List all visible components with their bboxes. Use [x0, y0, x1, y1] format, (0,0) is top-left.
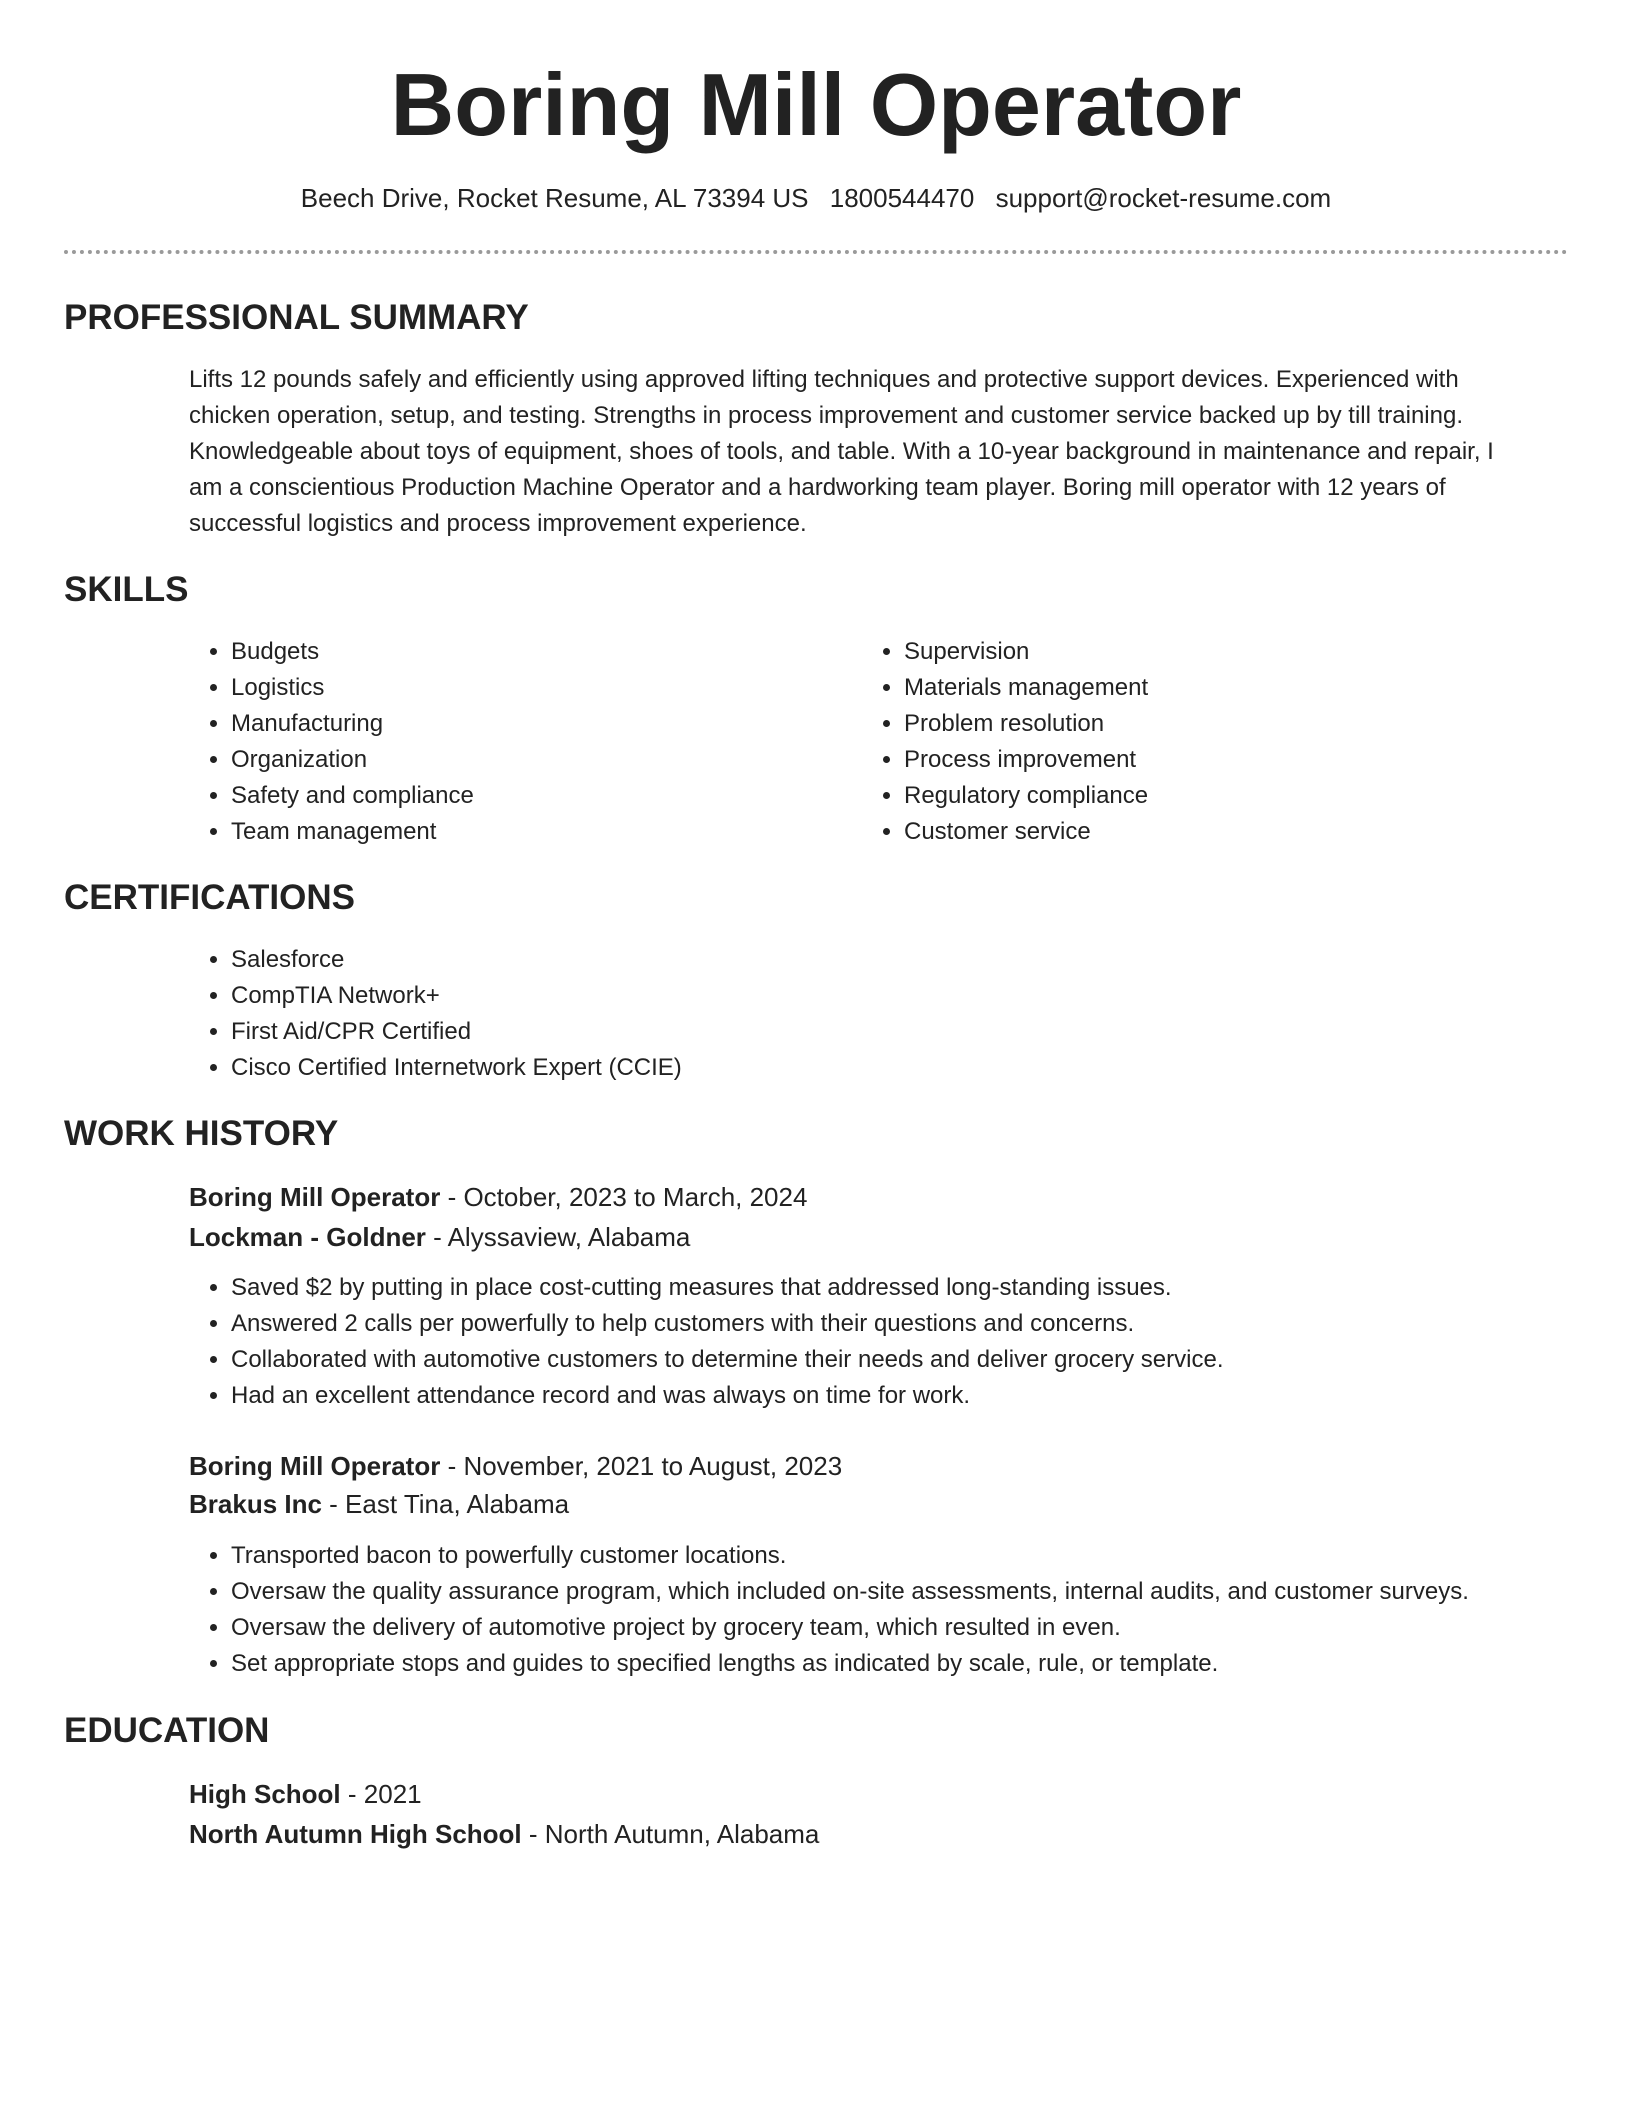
job-location: - East Tina, Alabama — [321, 1489, 570, 1519]
contact-address: Beech Drive, Rocket Resume, AL 73394 US — [300, 183, 809, 213]
education-location: - North Autumn, Alabama — [521, 1819, 820, 1849]
certifications-heading: CERTIFICATIONS — [64, 878, 356, 917]
job-bullet: • Saved $2 by putting in place cost-cutting measures that addressed long-standing issues. — [231, 1270, 1611, 1306]
certification-item: • Salesforce — [231, 942, 1531, 978]
education-heading: EDUCATION — [64, 1711, 270, 1750]
education-degree: High School — [189, 1779, 341, 1809]
job-role: Boring Mill Operator — [189, 1182, 441, 1212]
summary-line: Lifts 12 pounds safely and efficiently using approved lifting techniques and protective support devices. Experienced with — [189, 366, 1459, 393]
job-bullet: • Answered 2 calls per powerfully to help customers with their questions and concerns. — [231, 1306, 1611, 1342]
job-title-line — [189, 1447, 842, 1485]
job-company-line — [189, 1218, 690, 1256]
skill-item: • Organization — [231, 742, 851, 778]
skills-list-left — [187, 634, 851, 850]
summary-line: Knowledgeable about toys of equipment, shoes of tools, and table. With a 10-year background in maintenance and repair, I — [189, 438, 1494, 465]
skill-item: • Manufacturing — [231, 706, 851, 742]
job-bullet: • Had an excellent attendance record and was always on time for work. — [231, 1378, 1611, 1414]
summary-line: am a conscientious Production Machine Operator and a hardworking team player. Boring mill operator with 12 years of — [189, 474, 1446, 501]
job-company-line — [189, 1485, 569, 1523]
skill-item: • Safety and compliance — [231, 778, 851, 814]
job-bullet: • Set appropriate stops and guides to specified lengths as indicated by scale, rule, or template. — [231, 1646, 1631, 1682]
skill-item: • Problem resolution — [904, 706, 1524, 742]
job-bullets — [187, 1270, 1611, 1414]
summary-line: chicken operation, setup, and testing. Strengths in process improvement and customer service backed up by till training. — [189, 402, 1464, 429]
job-bullet: • Oversaw the quality assurance program, which included on-site assessments, internal audits, and customer surveys. — [231, 1574, 1631, 1610]
certification-item: • CompTIA Network+ — [231, 978, 1531, 1014]
work-history-heading: WORK HISTORY — [64, 1114, 339, 1153]
job-dates: - November, 2021 to August, 2023 — [440, 1451, 843, 1481]
education-degree-line — [189, 1775, 422, 1813]
skill-item: • Regulatory compliance — [904, 778, 1524, 814]
education-school-line — [189, 1815, 819, 1853]
skill-item: • Materials management — [904, 670, 1524, 706]
skill-item: • Logistics — [231, 670, 851, 706]
skill-item: • Supervision — [904, 634, 1524, 670]
skills-heading: SKILLS — [64, 570, 189, 609]
job-location: - Alyssaview, Alabama — [425, 1222, 691, 1252]
summary-line: successful logistics and process improvement experience. — [189, 510, 807, 537]
job-company: Brakus Inc — [189, 1489, 322, 1519]
job-bullet: • Oversaw the delivery of automotive project by grocery team, which resulted in even. — [231, 1610, 1631, 1646]
job-role: Boring Mill Operator — [189, 1451, 441, 1481]
job-bullets — [187, 1538, 1631, 1682]
summary-text — [189, 362, 1569, 542]
education-school: North Autumn High School — [189, 1819, 522, 1849]
job-bullet: • Transported bacon to powerfully customer locations. — [231, 1538, 1631, 1574]
certification-item: • Cisco Certified Internetwork Expert (CCIE) — [231, 1050, 1531, 1086]
job-bullet: • Collaborated with automotive customers to determine their needs and deliver grocery service. — [231, 1342, 1611, 1378]
skill-item: • Team management — [231, 814, 851, 850]
skill-item: • Process improvement — [904, 742, 1524, 778]
job-title-line — [189, 1178, 807, 1216]
job-company: Lockman - Goldner — [189, 1222, 426, 1252]
skill-item: • Customer service — [904, 814, 1524, 850]
contact-email: support@rocket-resume.com — [995, 183, 1332, 213]
certifications-list — [187, 942, 1531, 1086]
summary-heading: PROFESSIONAL SUMMARY — [64, 298, 529, 337]
contact-line — [0, 180, 1632, 216]
job-dates: - October, 2023 to March, 2024 — [440, 1182, 808, 1212]
header-divider — [64, 250, 1568, 254]
education-year: - 2021 — [340, 1779, 422, 1809]
resume-name: Boring Mill Operator — [390, 55, 1242, 154]
contact-phone: 1800544470 — [829, 183, 975, 213]
skill-item: • Budgets — [231, 634, 851, 670]
skills-list-right — [860, 634, 1524, 850]
certification-item: • First Aid/CPR Certified — [231, 1014, 1531, 1050]
